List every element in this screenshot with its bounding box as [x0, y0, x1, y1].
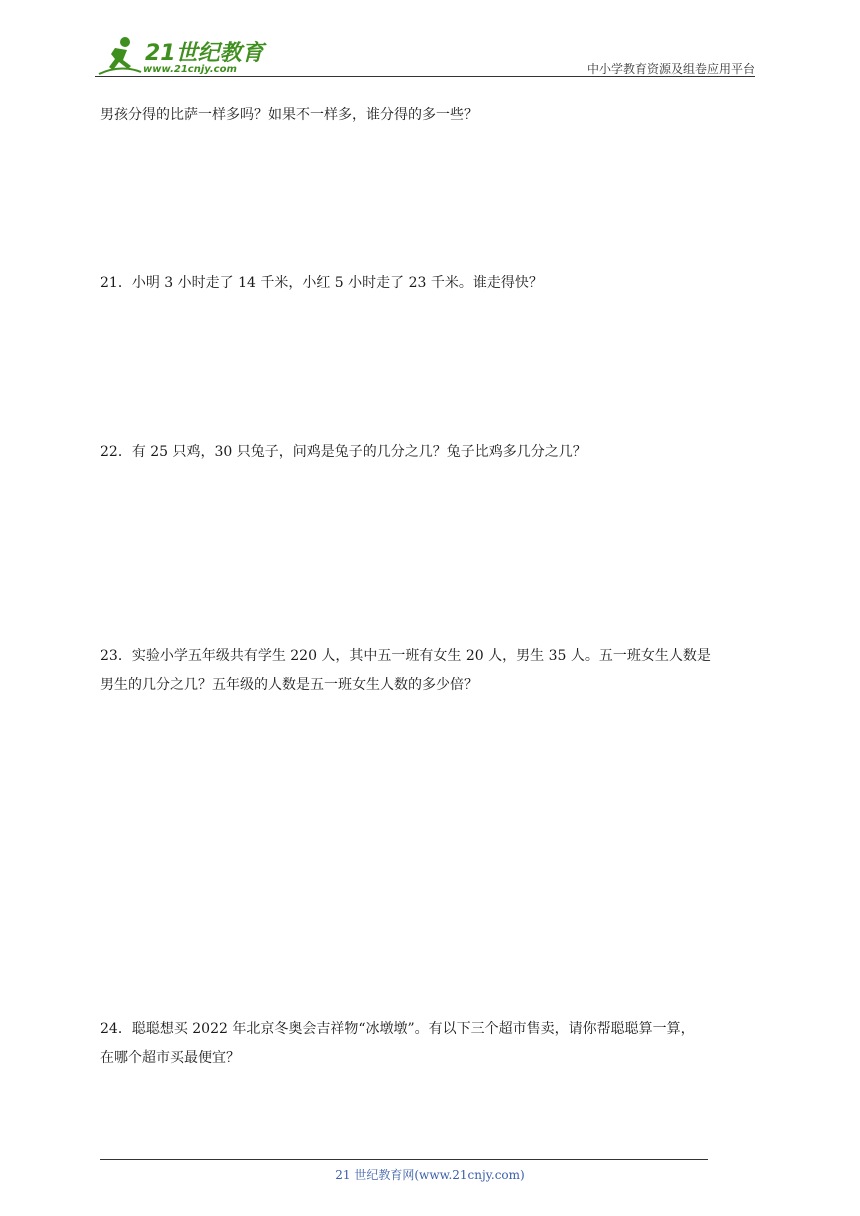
question-23-line-2: 男生的几分之几？五年级的人数是五一班女生人数的多少倍？ [100, 677, 478, 693]
logo-title: 21世纪教育 [145, 41, 264, 66]
site-name: 中小学教育资源及组卷应用平台 [586, 62, 755, 76]
question-24-line-1: 24．聪聪想买 2022 年北京冬奥会吉祥物“冰墩墩”。有以下三个超市售卖，请你帮聪聪算一算， [100, 1021, 695, 1037]
header-divider [95, 76, 755, 77]
question-24-line-2: 在哪个超市买最便宜？ [100, 1050, 240, 1066]
page-header [95, 34, 755, 78]
runner-icon [95, 34, 145, 78]
question-24 [100, 1015, 760, 1073]
question-23 [100, 642, 760, 700]
question-22: 22．有 25 只鸡，30 只兔子，问鸡是兔子的几分之几？兔子比鸡多几分之几？ [100, 444, 587, 460]
footer-divider [100, 1159, 708, 1160]
question-21: 21．小明 3 小时走了 14 千米，小红 5 小时走了 23 千米。谁走得快？ [100, 275, 543, 291]
footer-link[interactable]: 21 世纪教育网(www.21cnjy.com) [335, 1168, 525, 1182]
question-23-line-1: 23．实验小学五年级共有学生 220 人，其中五一班有女生 20 人，男生 35 人。五一班女生人数是 [100, 648, 711, 664]
site-logo[interactable] [95, 34, 265, 78]
logo-url: www.21cnjy.com [143, 64, 237, 75]
question-20-continuation: 男孩分得的比萨一样多吗？如果不一样多，谁分得的多一些？ [100, 107, 478, 123]
